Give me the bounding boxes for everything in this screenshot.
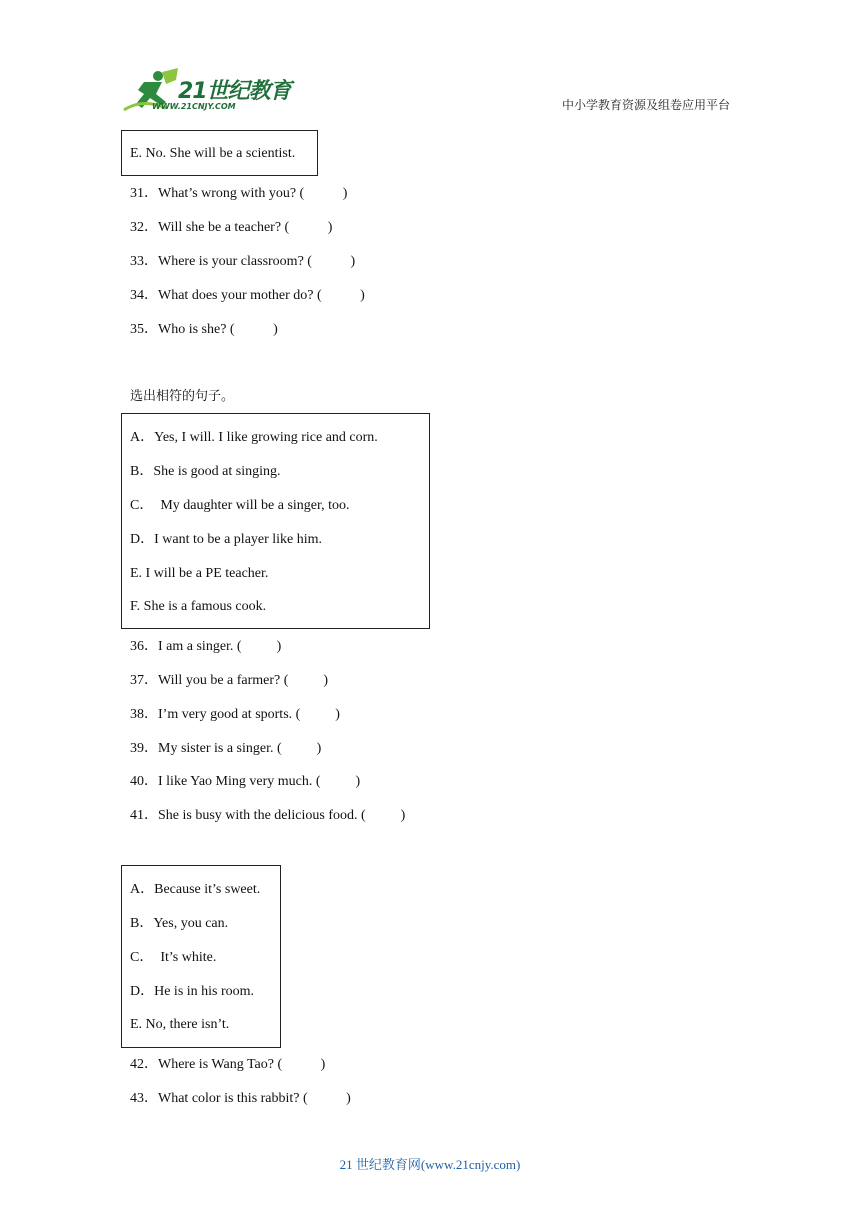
question-37: 37．Will you be a farmer? ( ) (130, 673, 329, 688)
question-43: 43．What color is this rabbit? ( ) (130, 1091, 351, 1106)
option-box-2 (121, 413, 430, 629)
option-e: E. No. She will be a scientist. (130, 146, 296, 161)
option-d: D．He is in his room. (130, 984, 255, 999)
option-box-3 (121, 865, 281, 1048)
question-36: 36．I am a singer. ( ) (130, 639, 282, 654)
logo-url: WWW.21CNJY.COM (152, 102, 236, 111)
option-e: E. I will be a PE teacher. (130, 566, 269, 581)
question-42: 42．Where is Wang Tao? ( ) (130, 1057, 326, 1072)
option-b: B．Yes, you can. (130, 916, 229, 931)
option-c: C． My daughter will be a singer, too. (130, 498, 350, 513)
option-e: E. No, there isn’t. (130, 1017, 230, 1032)
question-33: 33．Where is your classroom? ( ) (130, 254, 356, 269)
question-32: 32．Will she be a teacher? ( ) (130, 220, 333, 235)
question-34: 34．What does your mother do? ( ) (130, 288, 365, 303)
option-a: A．Because it’s sweet. (130, 882, 261, 897)
question-41: 41．She is busy with the delicious food. ( ) (130, 808, 406, 823)
option-a: A．Yes, I will. I like growing rice and corn. (130, 430, 378, 445)
logo-text: 21世纪教育 (178, 79, 291, 104)
question-38: 38．I’m very good at sports. ( ) (130, 707, 340, 722)
option-c: C． It’s white. (130, 950, 217, 965)
site-logo (122, 68, 291, 116)
question-35: 35．Who is she? ( ) (130, 322, 278, 337)
question-31: 31．What’s wrong with you? ( ) (130, 186, 348, 201)
question-39: 39．My sister is a singer. ( ) (130, 741, 322, 756)
footer-link[interactable]: 21 世纪教育网(www.21cnjy.com) (339, 1157, 521, 1172)
option-b: B．She is good at singing. (130, 464, 281, 479)
option-d: D．I want to be a player like him. (130, 532, 323, 547)
header-platform-text: 中小学教育资源及组卷应用平台 (561, 98, 730, 112)
question-40: 40．I like Yao Ming very much. ( ) (130, 774, 361, 789)
option-f: F. She is a famous cook. (130, 599, 267, 614)
section-instruction: 选出相符的句子。 (130, 389, 235, 404)
option-box-1 (121, 130, 318, 176)
